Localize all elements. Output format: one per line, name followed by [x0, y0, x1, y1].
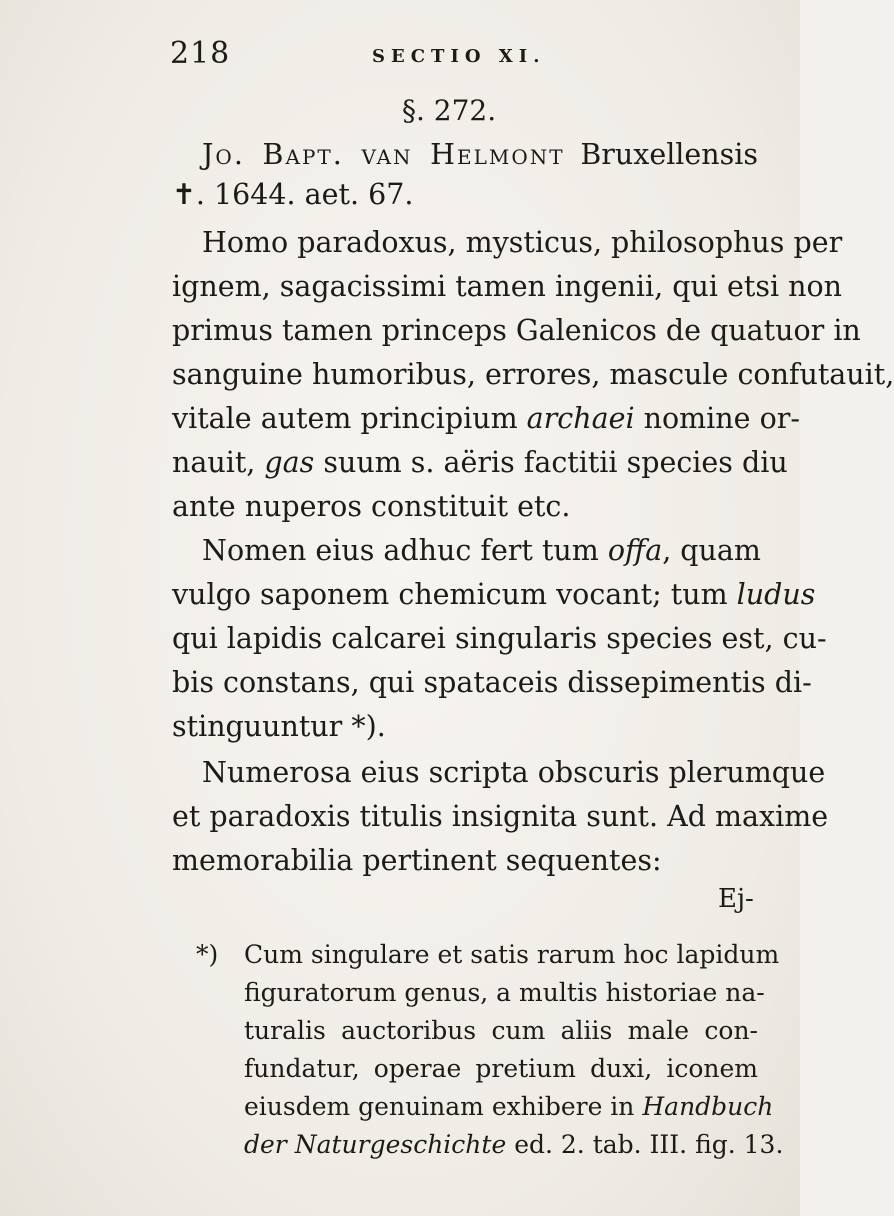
- text-span: eiusdem genuinam exhibere in: [244, 1092, 635, 1121]
- italic-word: gas: [264, 446, 315, 479]
- running-head: SECTIO XI.: [372, 46, 546, 67]
- section-number: §. 272.: [402, 94, 497, 127]
- text-span: Nomen eius adhuc fert tum: [202, 534, 599, 567]
- footnote-line: Cum singulare et satis rarum hoc lapidum: [244, 940, 780, 969]
- footnote-line: [244, 1130, 784, 1159]
- catchword: Ej-: [718, 884, 754, 914]
- italic-word: offa: [607, 534, 663, 567]
- text-line: qui lapidis calcarei singularis species est, cu-: [172, 622, 827, 655]
- text-span: ed. 2. tab. III. fig. 13.: [514, 1130, 784, 1159]
- page-number: 218: [170, 36, 231, 71]
- text-line: stinguuntur *).: [172, 710, 386, 743]
- footnote-line: figuratorum genus, a multis historiae na-: [244, 978, 765, 1007]
- italic-word: der Naturgeschichte: [244, 1130, 507, 1159]
- italic-word: Handbuch: [642, 1092, 774, 1121]
- italic-word: ludus: [736, 578, 816, 611]
- text-line: memorabilia pertinent sequentes:: [172, 844, 662, 877]
- text-span: nauit,: [172, 446, 256, 479]
- text-line: [202, 534, 761, 567]
- text-span: , quam: [662, 534, 761, 567]
- text-span: nomine or-: [643, 402, 800, 435]
- text-line: [172, 402, 800, 435]
- text-line: ignem, sagacissimi tamen ingenii, qui etsi non: [172, 270, 843, 303]
- author-place: Bruxellensis: [580, 138, 759, 171]
- text-span: suum s. aëris factitii species diu: [323, 446, 788, 479]
- footnote-line: fundatur, operae pretium duxi, iconem: [244, 1054, 758, 1083]
- footnote-mark: *): [196, 940, 219, 969]
- text-line: [172, 578, 816, 611]
- italic-word: archaei: [526, 402, 635, 435]
- text-line: Homo paradoxus, mysticus, philosophus per: [202, 226, 843, 259]
- author-name: Jo. Bapt. van Helmont: [202, 138, 565, 171]
- footnote-line: [244, 1092, 774, 1121]
- text-line: ante nuperos constituit etc.: [172, 490, 571, 523]
- entry-heading: [202, 138, 758, 171]
- footnote-line: turalis auctoribus cum aliis male con-: [244, 1016, 758, 1045]
- death-line: ✝. 1644. aet. 67.: [172, 178, 414, 211]
- text-span: vulgo saponem chemicum vocant; tum: [172, 578, 728, 611]
- text-line: sanguine humoribus, errores, mascule confutauit,: [172, 358, 894, 391]
- text-line: bis constans, qui spataceis dissepimentis di-: [172, 666, 812, 699]
- text-line: Numerosa eius scripta obscuris plerumque: [202, 756, 826, 789]
- text-line: [172, 446, 788, 479]
- text-line: et paradoxis titulis insignita sunt. Ad maxime: [172, 800, 829, 833]
- text-line: primus tamen princeps Galenicos de quatuor in: [172, 314, 861, 347]
- text-span: vitale autem principium: [172, 402, 518, 435]
